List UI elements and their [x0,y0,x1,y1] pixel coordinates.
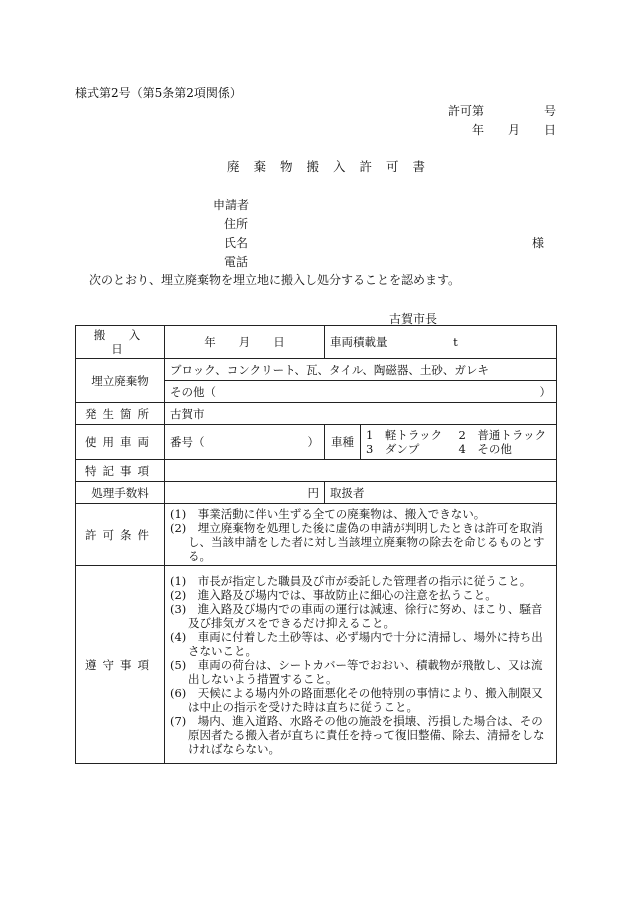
load-cell [325,326,557,359]
waste-other-close: ） [539,384,551,399]
rule-item: (5) 車両の荷台は、シートカバー等でおおい、積載物が飛散し、又は流出しないよう措置すること。 [170,657,543,686]
rules-row [76,566,557,764]
rule-item: (4) 車両に付着した土砂等は、必ず場内で十分に清掃し、場外に持ち出さないこと。 [170,629,543,658]
waste-other-cell [165,381,557,403]
vehicle-type-option: 1 軽トラック [366,428,443,442]
vehicle-type-options [361,425,557,460]
form-number: 様式第2号（第5条第2項関係） [75,86,242,100]
issuer: 古賀市長 [389,312,438,326]
vehicle-row [76,425,557,460]
vehicle-type-option: 2 普通トラック [458,428,547,442]
conditions-cell [165,504,557,566]
permit-table [75,325,557,764]
rules-cell [165,566,557,764]
fee-unit: 円 [165,482,325,504]
name-label: 氏名 [224,236,249,250]
issue-date: 年 月 日 [471,123,556,137]
condition-item: (1) 事業活動に伴い生ずる全ての廃棄物は、搬入できない。 [170,506,486,521]
vehicle-number-cell [165,425,325,460]
rule-item: (6) 天候による場内外の路面悪化その他特別の事情により、搬入制限又は中止の指示を受けた時は直ちに従うこと。 [170,685,543,714]
waste-label: 埋立廃棄物 [76,359,165,403]
delivery-date-label: 搬 入 日 [76,326,165,359]
rule-item: (7) 場内、進入道路、水路その他の施設を損壊、汚損した場合は、その原因者たる搬入者が直ちに責任を持って復旧整備、除去、清掃をしなければならない。 [170,713,545,756]
waste-row [76,359,557,381]
honorific: 様 [532,236,545,250]
load-label: 車両積載量 [330,335,388,349]
conditions-row [76,504,557,566]
delivery-date-value: 年 月 日 [165,326,325,359]
address-label: 住所 [224,217,249,231]
conditions-list [170,507,551,563]
rule-item: (1) 市長が指定した職員及び市が委託した管理者の指示に従うこと。 [170,573,532,588]
rules-list [170,574,551,756]
applicant-label: 申請者 [213,198,250,212]
approval-statement: 次のとおり、埋立廃棄物を埋立地に搬入し処分することを認めます。 [89,273,461,287]
waste-types: ブロック、コンクリート、瓦、タイル、陶磁器、土砂、ガレキ [165,359,557,381]
notes-value [165,460,557,482]
delivery-row [76,326,557,359]
rules-label: 遵守事項 [76,566,165,764]
origin-value: 古賀市 [165,403,557,425]
vehicle-number-open: 番号（ [170,435,205,449]
notes-label: 特記事項 [76,460,165,482]
conditions-label: 許可条件 [76,504,165,566]
load-unit: t [453,335,458,349]
condition-item: (2) 埋立廃棄物を処理した後に虚偽の申請が判明したときは許可を取消し、当該申請をした者に対し当該埋立廃棄物の除去を命じるものとする。 [170,520,545,563]
fee-label: 処理手数料 [76,482,165,504]
fee-row [76,482,557,504]
origin-row [76,403,557,425]
rule-item: (2) 進入路及び場内では、事故防止に細心の注意を払うこと。 [170,587,497,602]
document-title: 廃棄物搬入許可書 [227,159,440,174]
notes-row [76,460,557,482]
permit-number: 許可第 号 [447,104,556,118]
vehicle-type-option: 4 その他 [458,442,512,456]
origin-label: 発生箇所 [76,403,165,425]
vehicle-number-close: ） [307,435,319,449]
vehicle-label: 使用車両 [76,425,165,460]
phone-label: 電話 [224,255,249,269]
vehicle-type-label: 車種 [325,425,361,460]
handler-label: 取扱者 [325,482,557,504]
rule-item: (3) 進入路及び場内での車両の運行は減速、徐行に努め、ほこり、騒音及び排気ガスをできるだけ抑えること。 [170,601,543,630]
vehicle-type-option: 3 ダンプ [366,442,420,456]
waste-other-open: その他（ [170,384,216,399]
